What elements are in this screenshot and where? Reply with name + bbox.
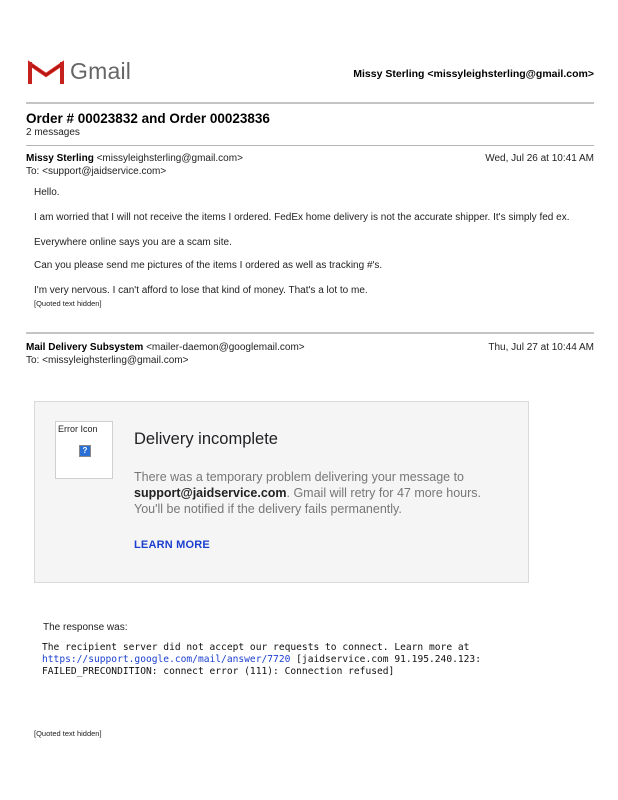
gmail-header <box>26 56 594 90</box>
gmail-envelope-icon <box>28 59 64 85</box>
delivery-status-card <box>34 401 529 583</box>
message-date: Wed, Jul 26 at 10:41 AM <box>485 153 594 164</box>
body-paragraph: I'm very nervous. I can't afford to lose that kind of money. That's a lot to me. <box>34 285 368 296</box>
error-icon-alt-text: Error Icon <box>58 424 98 434</box>
delivery-title: Delivery incomplete <box>134 430 278 448</box>
gmail-wordmark: Gmail <box>70 58 132 84</box>
sender-email: <mailer-daemon@googlemail.com> <box>146 342 305 353</box>
body-paragraph: I am worried that I will not receive the items I ordered. FedEx home delivery is not the accurate shipper. It's simply fed ex. <box>34 212 570 223</box>
quoted-text-hidden[interactable]: [Quoted text hidden] <box>34 299 102 308</box>
header-divider <box>26 102 594 104</box>
server-response: The recipient server did not accept our requests to connect. Learn more at https://support.google.com/mail/answer/7720 [jaidservice.com 91.195.240.123: FAILED_PRECONDITION: connect error (111): Connection refused] <box>42 642 481 678</box>
message-divider-1 <box>26 145 594 146</box>
body-paragraph: Can you please send me pictures of the items I ordered as well as tracking #'s. <box>34 260 383 271</box>
message-1-header <box>26 153 594 177</box>
message-divider-2 <box>26 332 594 334</box>
recipient-address: support@jaidservice.com <box>134 486 287 500</box>
body-paragraph: Hello. <box>34 187 60 198</box>
sender-name: Mail Delivery Subsystem <box>26 342 144 353</box>
learn-more-link[interactable]: LEARN MORE <box>134 539 210 551</box>
recipient: To: <missyleighsterling@gmail.com> <box>26 355 189 366</box>
message-2-header <box>26 342 594 366</box>
delivery-description: There was a temporary problem delivering your message to support@jaidservice.com. Gmail will retry for 47 more hours. You'll be notified if the delivery fails permanently. <box>134 470 482 516</box>
message-count: 2 messages <box>26 127 80 138</box>
error-icon <box>55 421 113 479</box>
response-label: The response was: <box>43 622 128 633</box>
body-paragraph: Everywhere online says you are a scam site. <box>34 237 232 248</box>
quoted-text-hidden[interactable]: [Quoted text hidden] <box>34 729 102 738</box>
message-date: Thu, Jul 27 at 10:44 AM <box>488 342 594 353</box>
recipient: To: <support@jaidservice.com> <box>26 166 167 177</box>
account-name: Missy Sterling <missyleighsterling@gmail.com> <box>353 68 594 80</box>
gmail-logo <box>28 58 131 85</box>
message-1-body <box>34 186 579 310</box>
thread-subject: Order # 00023832 and Order 00023836 <box>26 111 270 126</box>
support-link[interactable]: https://support.google.com/mail/answer/7720 <box>42 654 291 666</box>
sender-name: Missy Sterling <box>26 153 94 164</box>
broken-image-icon: ? <box>79 445 91 457</box>
sender-email: <missyleighsterling@gmail.com> <box>96 153 243 164</box>
